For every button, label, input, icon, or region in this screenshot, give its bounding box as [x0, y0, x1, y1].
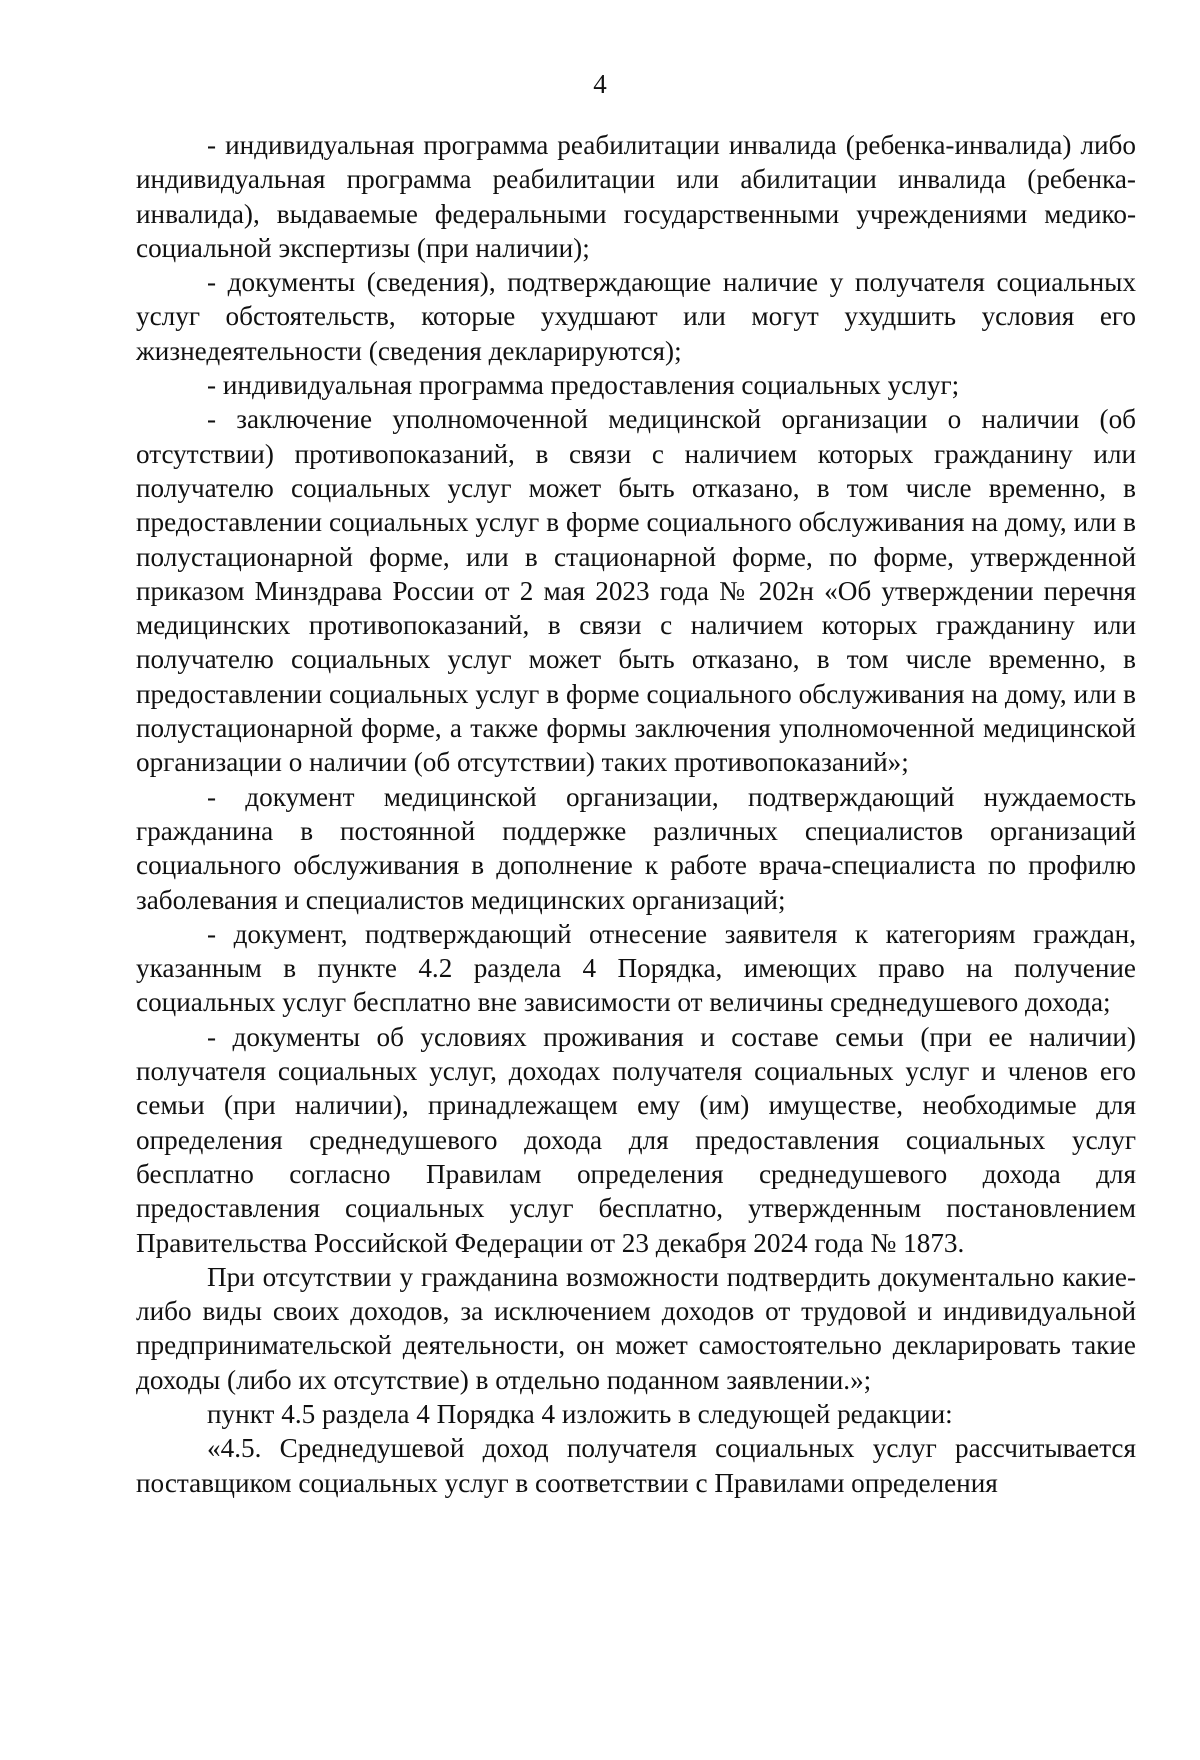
list-item-individual-program: - индивидуальная программа предоставления социальных услуг;: [207, 370, 960, 401]
paragraph-amendment-instruction: пункт 4.5 раздела 4 Порядка 4 изложить в следующей редакции:: [207, 1398, 953, 1429]
list-item-income-documents: - документы об условиях проживания и составе семьи (при ее наличии) получателя социальных услуг, доходах получателя социальных услуг и членов его семьи (при наличии), принадлежащем ему (им) имуществе, необходимые для определения среднедушевого дохода для предоставления социальных услуг бесплатно согласно Правилам определения среднедушевого дохода для предоставления социальных услуг бесплатно, утвержденным постановлением Правительства Российской Федерации от 23 декабря 2024 года № 1873.: [136, 1021, 1136, 1258]
list-item-category-document: - документ, подтверждающий отнесение заявителя к категориям граждан, указанным в пункте 4.2 раздела 4 Порядка, имеющих право на получение социальных услуг бесплатно вне зависимости от величины среднедушевого дохода;: [136, 918, 1136, 1018]
page-number: 4: [593, 69, 607, 99]
document-body: [136, 128, 1136, 1500]
paragraph-income-declaration: При отсутствии у гражданина возможности подтвердить документально какие-либо виды своих доходов, за исключением доходов от трудовой и индивидуальной предпринимательской деятельности, он может самостоятельно декларировать такие доходы (либо их отсутствие) в отдельно поданном заявлении.»;: [136, 1261, 1136, 1395]
list-item-medical-document: - документ медицинской организации, подтверждающий нуждаемость гражданина в постоянной поддержке различных специалистов организаций социального обслуживания в дополнение к работе врача-специалиста по профилю заболевания и специалистов медицинских организаций;: [136, 781, 1136, 915]
paragraph-clause-4-5: «4.5. Среднедушевой доход получателя социальных услуг рассчитывается поставщиком социальных услуг в соответствии с Правилами определения: [136, 1433, 1136, 1498]
list-item-medical-conclusion: - заключение уполномоченной медицинской организации о наличии (об отсутствии) противопоказаний, в связи с наличием которых гражданину или получателю социальных услуг может быть отказано, в том числе временно, в предоставлении социальных услуг в форме социального обслуживания на дому, или в полустационарной форме, или в стационарной форме, по форме, утвержденной приказом Минздрава России от 2 мая 2023 года № 202н «Об утверждении перечня медицинских противопоказаний, в связи с наличием которых гражданину или получателю социальных услуг может быть отказано, в том числе временно, в предоставлении социальных услуг в форме социального обслуживания на дому, или в полустационарной форме, а также формы заключения уполномоченной медицинской организации о наличии (об отсутствии) таких противопоказаний»;: [136, 404, 1136, 778]
list-item-circumstances-documents: - документы (сведения), подтверждающие наличие у получателя социальных услуг обстоятельств, которые ухудшают или могут ухудшить условия его жизнедеятельности (сведения декларируются);: [136, 267, 1136, 366]
list-item-rehabilitation-program: - индивидуальная программа реабилитации инвалида (ребенка-инвалида) либо индивидуальная программа реабилитации или абилитации инвалида (ребенка-инвалида), выдаваемые федеральными государственными учреждениями медико-социальной экспертизы (при наличии);: [136, 130, 1136, 263]
